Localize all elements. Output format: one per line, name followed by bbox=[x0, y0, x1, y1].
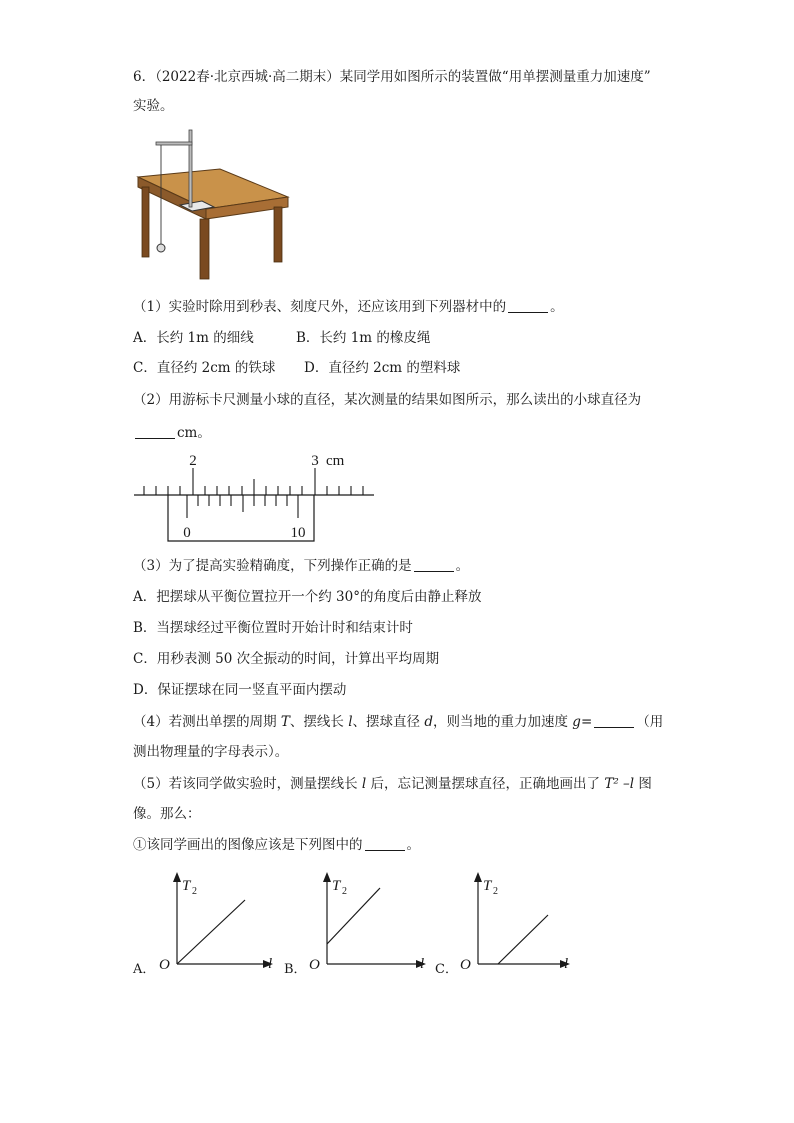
question-number: 6． bbox=[133, 69, 156, 85]
part4-question-line2: 测出物理量的字母表示）。 bbox=[133, 744, 289, 760]
graph-b bbox=[304, 868, 434, 978]
graph-b-x-label: l bbox=[420, 956, 425, 972]
graph-c-label[interactable]: C． bbox=[435, 962, 458, 977]
answer-blank-5[interactable] bbox=[365, 836, 405, 851]
part3-option-d[interactable]: D．保证摆球在同一竖直平面内摆动 bbox=[133, 682, 347, 698]
graph-a-x-label: l bbox=[268, 956, 273, 972]
graph-a-y-sub: 2 bbox=[192, 886, 197, 897]
graph-a-y-label: T bbox=[182, 878, 191, 894]
question-stem-line2: 实验。 bbox=[133, 98, 174, 114]
graph-a bbox=[155, 868, 280, 978]
answer-blank-4[interactable] bbox=[594, 713, 634, 728]
graph-c-y-label: T bbox=[483, 878, 492, 894]
part1-option-a[interactable]: A．长约 1m 的细线 bbox=[133, 330, 254, 346]
graph-a-origin: O bbox=[159, 957, 170, 973]
caliper-vernier-label-0: 0 bbox=[183, 525, 191, 541]
caliper-main-label-2: 2 bbox=[189, 453, 197, 469]
part2-question: （2）用游标卡尺测量小球的直径，某次测量的结果如图所示，那么读出的小球直径为 bbox=[133, 392, 642, 408]
part1-option-d[interactable]: D．直径约 2cm 的塑料球 bbox=[304, 360, 461, 376]
caliper-vernier-label-10: 10 bbox=[290, 525, 306, 541]
part5-sub1: ①该同学画出的图像应该是下列图中的 。 bbox=[133, 837, 420, 853]
graph-b-label[interactable]: B． bbox=[284, 962, 307, 977]
graph-b-y-label: T bbox=[332, 878, 341, 894]
part4-question: （4）若测出单摆的周期 T、摆线长 l、摆球直径 d，则当地的重力加速度 g= （用 bbox=[133, 714, 664, 730]
part3-question: （3）为了提高实验精确度，下列操作正确的是 。 bbox=[133, 558, 470, 574]
question-stem-line1: 6．（2022春·北京西城·高二期末）某同学用如图所示的装置做“用单摆测量重力加速度” bbox=[133, 69, 651, 85]
part5-question: （5）若该同学做实验时，测量摆线长 l 后，忘记测量摆球直径，正确地画出了 T² –l 图 bbox=[133, 776, 652, 792]
graph-b-origin: O bbox=[309, 957, 320, 973]
vernier-caliper-figure bbox=[130, 448, 380, 544]
graph-a-label[interactable]: A． bbox=[133, 962, 156, 977]
caliper-main-unit: cm bbox=[326, 453, 345, 469]
part1-question: （1）实验时除用到秒表、刻度尺外，还应该用到下列器材中的 。 bbox=[133, 299, 564, 315]
part2-answer-line: cm。 bbox=[133, 424, 211, 442]
graph-c-x-label: l bbox=[564, 956, 569, 972]
part3-option-b[interactable]: B．当摆球经过平衡位置时开始计时和结束计时 bbox=[133, 620, 413, 636]
part5-question-line2: 像。那么： bbox=[133, 806, 201, 822]
question-source: （2022春·北京西城·高二期末） bbox=[155, 69, 340, 85]
answer-blank-1[interactable] bbox=[508, 298, 548, 313]
part3-option-c[interactable]: C．用秒表测 50 次全振动的时间，计算出平均周期 bbox=[133, 651, 440, 667]
answer-blank-2[interactable] bbox=[135, 424, 175, 439]
graph-c-origin: O bbox=[460, 957, 471, 973]
pendulum-apparatus-figure bbox=[134, 127, 294, 282]
graph-b-y-sub: 2 bbox=[342, 886, 347, 897]
part1-option-c[interactable]: C．直径约 2cm 的铁球 bbox=[133, 360, 276, 376]
part3-option-a[interactable]: A．把摆球从平衡位置拉开一个约 30°的角度后由静止释放 bbox=[133, 589, 482, 605]
graph-c-y-sub: 2 bbox=[493, 886, 498, 897]
part1-option-b[interactable]: B．长约 1m 的橡皮绳 bbox=[296, 330, 431, 346]
answer-blank-3[interactable] bbox=[414, 557, 454, 572]
graph-c bbox=[456, 868, 581, 978]
caliper-main-label-3: 3 bbox=[311, 453, 319, 469]
